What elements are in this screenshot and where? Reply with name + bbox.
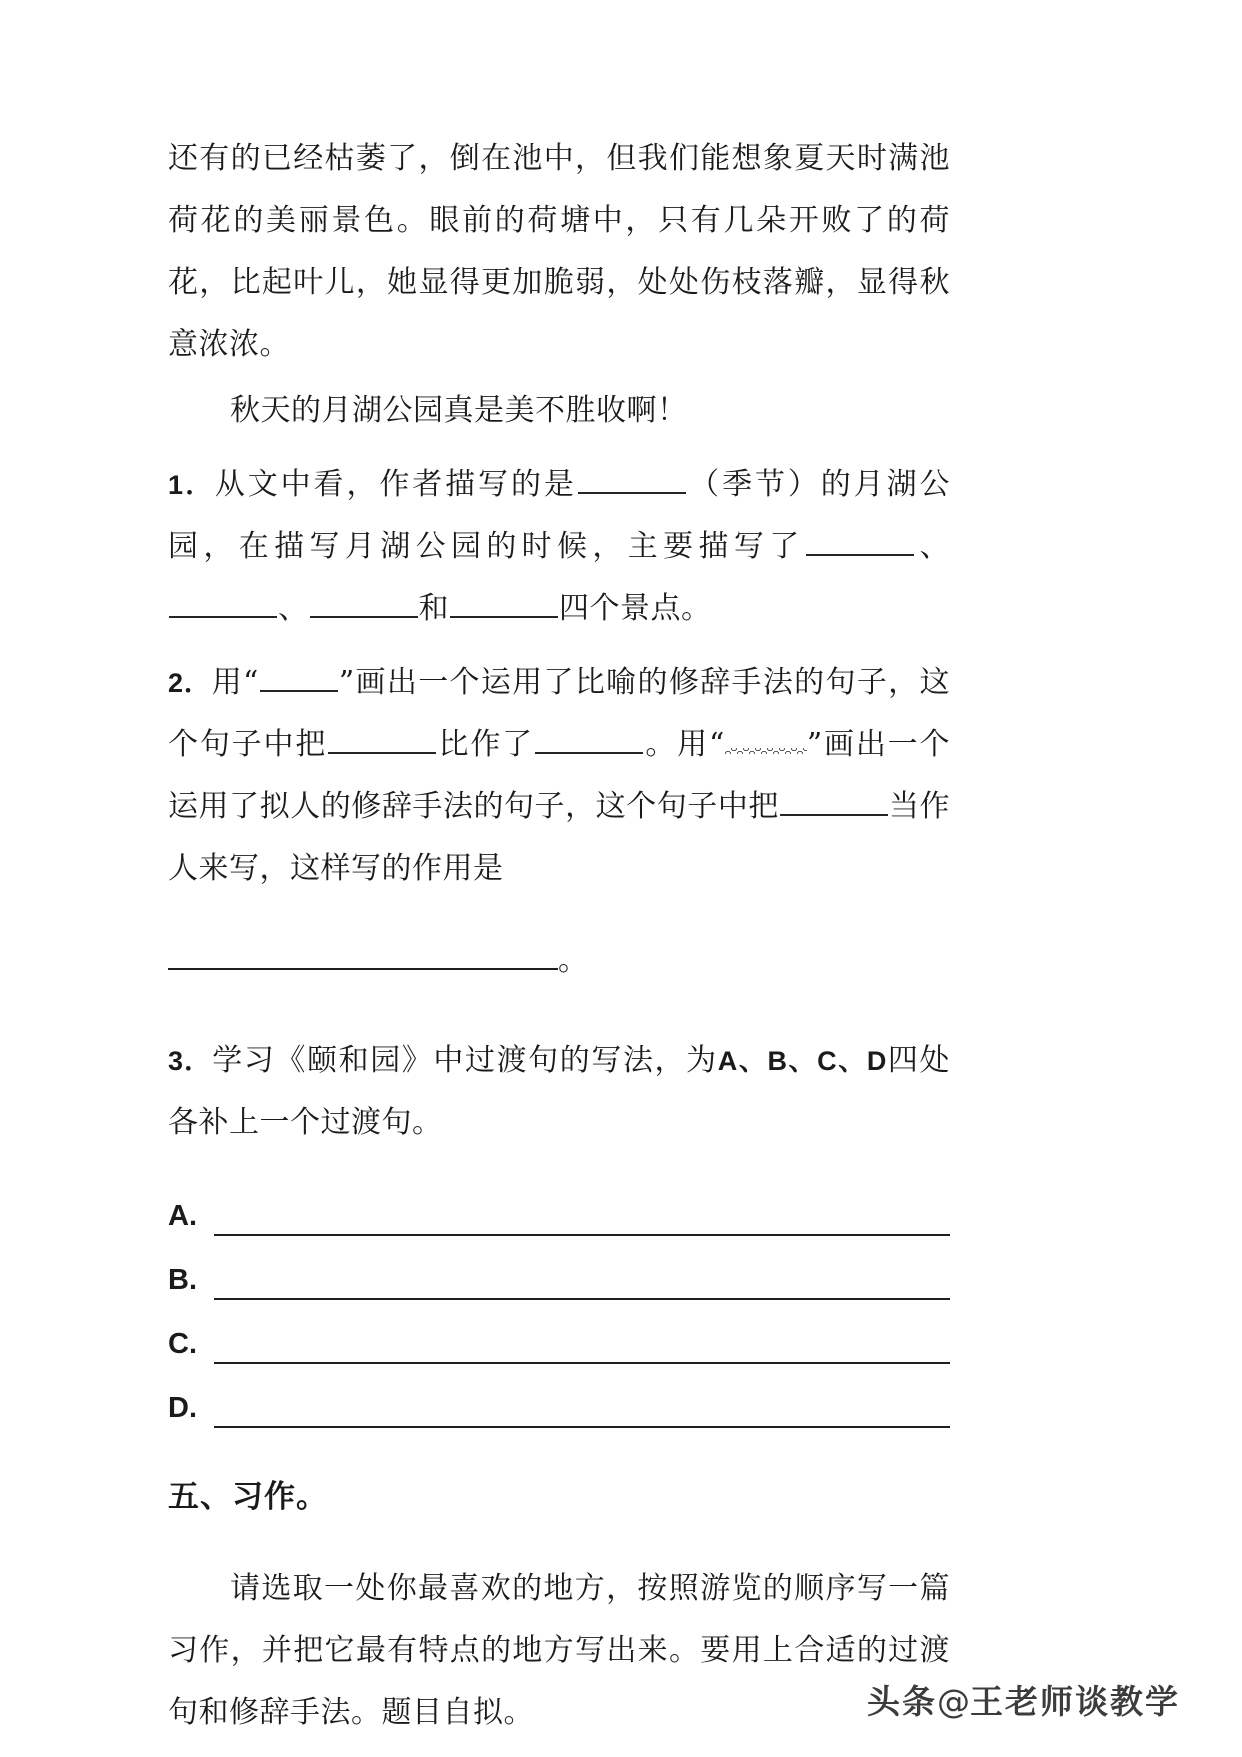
question-2 [168, 652, 950, 992]
watermark-platform: 头条 [867, 1682, 937, 1721]
question-1-segment-1: 从文中看，作者描写的是 [214, 467, 577, 502]
question-2-blank-vehicle-source[interactable] [328, 726, 436, 754]
answer-rule-c[interactable] [214, 1328, 950, 1364]
spacer [168, 446, 950, 454]
question-2-segment-7: 。 [558, 943, 589, 978]
question-1-number: 1． [168, 470, 215, 500]
writing-section [168, 1467, 950, 1744]
question-2-number: 2． [168, 668, 212, 698]
writing-section-heading: 五、习作。 [168, 1479, 328, 1515]
answer-row-d [168, 1364, 950, 1428]
answer-label-c: C. [168, 1328, 197, 1360]
writing-section-prompt: 请选取一处你最喜欢的地方，按照游览的顺序写一篇习作，并把它最有特点的地方写出来。要用上合适的过渡句和修辞手法。题目自拟。 [168, 1571, 950, 1730]
answer-row-a [168, 1172, 950, 1236]
answer-label-a: A. [168, 1200, 197, 1232]
question-2-blank-effect[interactable] [168, 942, 558, 970]
question-1-segment-5: 和 [418, 591, 449, 626]
answer-label-b: B. [168, 1264, 197, 1296]
question-3 [168, 1030, 950, 1154]
question-1-blank-scene-1[interactable] [806, 528, 914, 556]
question-3-segment-2: 四处各补上一个过渡句。 [168, 1043, 951, 1140]
answer-rule-b[interactable] [214, 1264, 950, 1300]
answer-rule-a[interactable] [214, 1200, 950, 1236]
passage-tail-text: 还有的已经枯萎了，倒在池中，但我们能想象夏天时满池荷花的美丽景色。眼前的荷塘中，只有几朵开败了的荷花，比起叶儿，她显得更加脆弱，处处伤枝落瓣，显得秋意浓浓。 [168, 141, 950, 362]
question-2-blank-vehicle-target[interactable] [535, 726, 643, 754]
passage-closing-text: 秋天的月湖公园真是美不胜收啊！ [230, 393, 688, 428]
question-2-segment-4: 。用“ [644, 727, 725, 762]
question-2-segment-2: ”画出一个运用了比喻的修辞手法的句子，这个句子中把 [168, 665, 950, 762]
answer-rows [168, 1172, 950, 1428]
watermark-at-symbol: @ [937, 1682, 970, 1721]
answer-row-b [168, 1236, 950, 1300]
question-2-segment-1: 用“ [211, 665, 259, 700]
spacer [168, 1158, 950, 1172]
spacer [168, 644, 950, 652]
question-2-segment-6: 当作人来写，这样写的作用是 [168, 789, 951, 886]
question-1-segment-2: （季节）的月湖公园，在描写月湖公园的时候，主要描写了 [168, 467, 950, 564]
question-1-segment-6: 四个景点。 [559, 591, 712, 626]
watermark-account: 王老师谈教学 [970, 1682, 1180, 1721]
question-3-segment-1: 学习《颐和园》中过渡句的写法，为 [212, 1043, 718, 1078]
question-1-segment-3: 、 [914, 529, 951, 564]
passage-tail-paragraph [168, 128, 950, 376]
spacer [168, 1022, 950, 1030]
spacer [168, 1428, 950, 1436]
question-1-blank-scene-3[interactable] [310, 590, 418, 618]
answer-label-d: D. [168, 1392, 197, 1424]
question-2-blank-personification-mark[interactable] [725, 728, 807, 754]
question-1-blank-scene-2[interactable] [169, 590, 277, 618]
question-2-blank-metaphor-mark[interactable] [260, 664, 338, 692]
watermark [867, 1676, 1180, 1723]
question-1-blank-season[interactable] [578, 466, 686, 494]
answer-row-c [168, 1300, 950, 1364]
question-2-segment-3: 比作了 [437, 727, 534, 762]
question-1 [168, 454, 950, 640]
page-content [168, 128, 950, 1748]
question-2-segment-5: ”画出一个运用了拟人的修辞手法的句子，这个句子中把 [168, 727, 951, 824]
question-3-number: 3． [168, 1046, 213, 1076]
question-2-blank-personified-subject[interactable] [780, 788, 888, 816]
answer-rule-d[interactable] [214, 1392, 950, 1428]
question-3-letters: A、B、C、D [717, 1046, 887, 1076]
passage-closing-paragraph [168, 380, 950, 442]
question-1-segment-4: 、 [278, 591, 309, 626]
question-1-blank-scene-4[interactable] [450, 590, 558, 618]
